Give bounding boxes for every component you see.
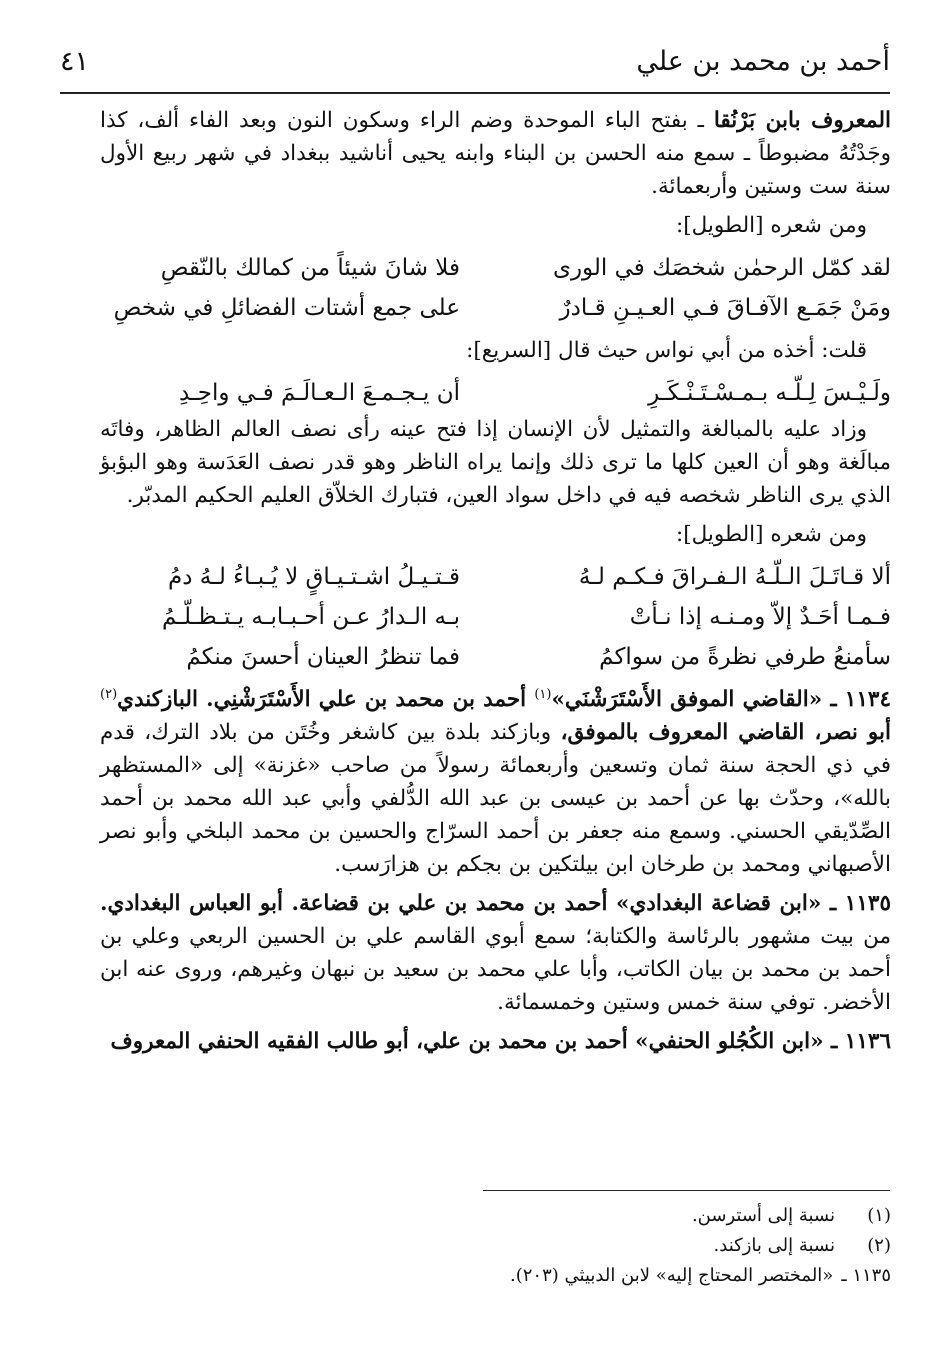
entry-text: من بيت مشهور بالرئاسة والكتابة؛ سمع أبوي القاسم علي بن الحسين الربعي وعلي بن أحمد بن محمد بن بيان الكاتب، وأبا علي محمد بن سعيد بن نبهان وغيرهم، وروى عنه ابن الأخضر. توفي سنة خمس وستين وخمسمائة.	[100, 924, 891, 1015]
footnote-ref: (١)	[534, 686, 552, 702]
paragraph-entry-1133-continuation	[100, 104, 891, 203]
running-title: أحمد بن محمد بن علي	[636, 46, 890, 77]
footnote-item	[470, 1261, 891, 1291]
verse-first-hemistich: سأمنعُ طرفي نظرةً من سواكمُ	[599, 644, 891, 670]
verse-line	[100, 248, 891, 288]
entry-1136	[100, 1025, 891, 1058]
entry-heading: ١١٣٦ ـ «ابن الكُجُلو الحنفي» أحمد بن محمد بن علي، أبو طالب الفقيه الحنفي المعروف	[110, 1029, 891, 1054]
entry-heading: ١١٣٥ ـ «ابن قضاعة البغدادي» أحمد بن محمد بن علي بن قضاعة. أبو العباس البغدادي.	[100, 891, 891, 916]
entry-heading-name: أحمد بن محمد بن علي الأَسْتَرَشْنِي. البازكندي	[117, 687, 535, 712]
verse-line	[100, 597, 891, 637]
page-header	[60, 40, 890, 94]
verse-second-hemistich: بـه الـدارُ عـن أحـبـابـه يـتـظـلّـمُ	[162, 604, 460, 630]
entry-kunya: أبو نصر، القاضي المعروف بالموفق،	[560, 720, 891, 745]
entry-heading: ١١٣٤ ـ «القاضي الموفق الأَسْتَرَشْنَي»	[551, 687, 891, 712]
page-number: ٤١	[60, 46, 90, 77]
commentary-paragraph: وزاد عليه بالمبالغة والتمثيل لأن الإنسان إذا فتح عينه رأى نصف العالم الظاهر، وفاتَه مبالَغة وهو أن العين كلها ما ترى ذلك وإنما يراه الناظر وهو قدر نصف العَدَسة وهو البؤبؤ الذي يرى الناظر شخصه فيه في داخل سواد العين، فتبارك الخلاّق العليم الحكيم المدبّر.	[100, 417, 891, 508]
paragraph-text: ـ بفتح الباء الموحدة وضم الراء وسكون النون وبعد الفاء ألف، كذا وجَدْتُهُ مضبوطاً ـ سمع منه الحسن بن البناء وابنه يحيى أناشيد ببغداد في شهر ربيع الأول سنة ست وستين وأربعمائة.	[100, 108, 891, 199]
verse-second-hemistich: أن يـجـمـعَ الـعـالَـمَ فـي واحِـدِ	[179, 380, 460, 406]
verse-line	[100, 637, 891, 677]
footnote-divider	[483, 1190, 890, 1191]
verse-second-hemistich: على جمع أشتات الفضائلِ في شخصِ	[113, 295, 460, 321]
verse-first-hemistich: ومَنْ جَمَـع الآفـاقَ فـي العـيـنِ قـادرٌ	[559, 295, 891, 321]
verse-first-hemistich: فـمـا أحَـدٌ إلاّ ومـنـه إذا نـأتْ	[629, 604, 891, 630]
footnote-ref: (٢)	[100, 686, 118, 702]
verse-line	[100, 288, 891, 328]
entry-1135	[100, 887, 891, 1019]
footnote-text: «المختصر المحتاج إليه» لابن الدبيثي (٢٠٣).	[510, 1265, 834, 1286]
footnote-text: نسبة إلى بازكند.	[713, 1235, 835, 1256]
footnote-marker: (١)	[867, 1205, 891, 1226]
footnote-marker: ١١٣٥ ـ	[841, 1265, 891, 1286]
entry-nickname: المعروف بابن بَرْنُقا	[713, 108, 891, 133]
verse-second-hemistich: فلا شانَ شيئاً من كمالك بالنّقصِ	[160, 255, 460, 281]
meter-label: ومن شعره [الطويل]:	[675, 522, 867, 547]
verse-second-hemistich: قـتـيـلُ اشـتـيـاقٍ لا يُـبـاءُ لـهُ دمُ	[168, 564, 460, 590]
verse-line	[100, 373, 891, 413]
footnote-marker: (٢)	[867, 1235, 891, 1256]
meter-label: ومن شعره [الطويل]:	[675, 213, 867, 238]
entry-1134	[100, 683, 891, 881]
verse-second-hemistich: فما تنظرُ العينان أحسنَ منكمُ	[186, 644, 460, 670]
footnote-item	[470, 1231, 891, 1261]
verse-first-hemistich: لقد كمّل الرحمٰن شخصَك في الورى	[552, 255, 891, 281]
footnotes	[470, 1201, 891, 1291]
verse-first-hemistich: ولَـيْـسَ لِـلّـه بـمـسْـتَـنْـكَـرِ	[648, 380, 891, 406]
verse-first-hemistich: ألا قـاتَـلَ الـلّـهُ الـفـراقَ فـكـم لـهُ	[578, 564, 891, 590]
entry-text: وبازكند بلدة بين كاشغر وخُتَن من بلاد الترك، قدم في ذي الحجة سنة ثمان وتسعين وأربعمائة رسولاً من صاحب «غزنة» إلى «المستظهر بالله»، وحدّث بها عن أحمد بن عيسى بن عبد الله الدُّلفي وأبي عبد الله محمد بن أحمد الصِّدّيقي الحسني. وسمع منه جعفر بن أحمد السرّاج والحسين بن محمد البلخي وأبو نصر الأصبهاني ومحمد بن طرخان ابن بيلتكين بن بجكم بن هزارَسب.	[100, 720, 891, 877]
meter-label: قلت: أخذه من أبي نواس حيث قال [السريع]:	[466, 338, 867, 363]
footnote-text: نسبة إلى أسترسن.	[691, 1205, 835, 1226]
verse-line	[100, 557, 891, 597]
main-text	[100, 104, 891, 1058]
footnote-item	[470, 1201, 891, 1231]
